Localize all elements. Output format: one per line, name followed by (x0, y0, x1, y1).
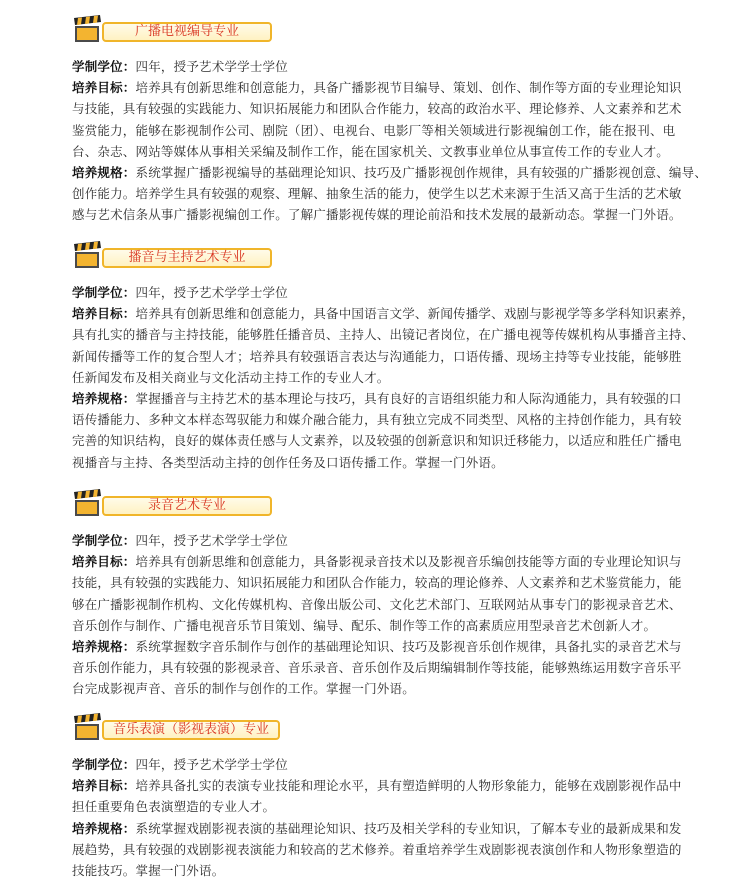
spec-label: 培养规格： (72, 165, 136, 181)
spec-line: 完善的知识结构，良好的媒体责任感与人文素养，以及较强的创新意识和知识迁移能力，以适应和胜任广播电 (72, 433, 682, 449)
goal-line: 鉴赏能力，能够在影视制作公司、剧院（团）、电视台、电影厂等相关领域进行影视编创工作，能在报刊、电 (72, 122, 676, 138)
spec-line (72, 388, 692, 409)
goal-label: 培养目标： (72, 306, 136, 322)
degree-text: 四年，授予艺术学学士学位 (135, 59, 288, 74)
goal-label: 培养目标： (72, 80, 136, 96)
clapperboard-icon (72, 240, 104, 272)
spec-line: 技能技巧。掌握一门外语。 (72, 863, 225, 879)
clapperboard-icon (72, 488, 104, 520)
degree-text: 四年，授予艺术学学士学位 (135, 757, 288, 772)
section-title: 播音与主持艺术专业 (128, 250, 246, 265)
section-title-tab (102, 22, 272, 42)
major-section-2 (72, 240, 695, 473)
degree-text: 四年，授予艺术学学士学位 (135, 285, 288, 300)
goal-line (72, 775, 692, 796)
goal-line: 担任重要角色表演塑造的专业人才。 (72, 799, 276, 815)
degree-line (72, 530, 692, 551)
section-title-tab (102, 720, 280, 740)
goal-line: 技能，具有较强的实践能力、知识拓展能力和团队合作能力，较高的理论修养、人文素养和艺术鉴赏能力，能 (72, 575, 682, 591)
goal-line: 台、杂志、网站等媒体从事相关采编及制作工作，能在国家机关、文教事业单位从事宣传工作的专业人才。 (72, 143, 669, 159)
section-header (72, 712, 692, 748)
section-header (72, 14, 692, 50)
goal-line: 新闻传播等工作的复合型人才；培养具有较强语言表达与沟通能力，口语传播、现场主持等专业技能，能够胜 (72, 348, 682, 364)
spec-line: 视播音与主持、各类型活动主持的创作任务及口语传播工作。掌握一门外语。 (72, 454, 504, 470)
goal-text: 培养具有创新思维和创意能力，具备广播影视节目编导、策划、创作、制作等方面的专业理论知识 (135, 80, 682, 96)
spec-line: 音乐创作能力，具有较强的影视录音、音乐录音、音乐创作及后期编辑制作等技能，能够熟练运用数字音乐平 (72, 660, 682, 676)
spec-line (72, 818, 692, 839)
goal-text: 培养具有创新思维和创意能力，具备影视录音技术以及影视音乐编创技能等方面的专业理论知识与 (135, 554, 682, 570)
spec-label: 培养规格： (72, 820, 136, 836)
section-title-tab (102, 248, 272, 268)
goal-line: 够在广播影视制作机构、文化传媒机构、音像出版公司、文化艺术部门、互联网站从事专门的影视录音艺术、 (72, 596, 682, 612)
goal-line: 具有扎实的播音与主持技能，能够胜任播音员、主持人、出镜记者岗位，在广播电视等传媒机构从事播音主持、 (72, 327, 695, 343)
spec-text: 系统掌握广播影视编导的基础理论知识、技巧及广播影视创作规律，具有较强的广播影视创意、编导、 (135, 165, 708, 181)
degree-label: 学制学位： (72, 533, 136, 548)
section-title: 录音艺术专业 (147, 498, 226, 513)
spec-line: 展趋势，具有较强的戏剧影视表演能力和较高的艺术修养。着重培养学生戏剧影视表演创作和人物形象塑造的 (72, 841, 682, 857)
spec-text: 系统掌握数字音乐制作与创作的基础理论知识、技巧及影视音乐创作规律，具备扎实的录音艺术与 (135, 639, 682, 655)
goal-line (72, 77, 692, 98)
section-title-tab (102, 496, 272, 516)
degree-label: 学制学位： (72, 59, 136, 74)
degree-label: 学制学位： (72, 757, 136, 772)
goal-text: 培养具备扎实的表演专业技能和理论水平，具有塑造鲜明的人物形象能力，能够在戏剧影视作品中 (135, 778, 682, 794)
spec-line (72, 636, 692, 657)
degree-line (72, 282, 692, 303)
section-title: 广播电视编导专业 (134, 24, 239, 39)
spec-label: 培养规格： (72, 639, 136, 655)
spec-line: 语传播能力、多种文本样态驾驭能力和媒介融合能力，具有独立完成不同类型、风格的主持创作能力，具有较 (72, 412, 682, 428)
goal-label: 培养目标： (72, 554, 136, 570)
major-section-1 (72, 14, 708, 226)
degree-line (72, 754, 692, 775)
goal-text: 培养具有创新思维和创意能力，具备中国语言文学、新闻传播学、戏剧与影视学等多学科知识素养， (135, 306, 695, 322)
goal-line: 与技能，具有较强的实践能力、知识拓展能力和团队合作能力，较高的政治水平、理论修养、人文素养和艺术 (72, 101, 682, 117)
goal-label: 培养目标： (72, 778, 136, 794)
section-title: 音乐表演（影视表演）专业 (112, 722, 269, 737)
spec-line: 台完成影视声音、音乐的制作与创作的工作。掌握一门外语。 (72, 681, 415, 697)
spec-text: 系统掌握戏剧影视表演的基础理论知识、技巧及相关学科的专业知识，了解本专业的最新成果和发 (135, 820, 682, 836)
section-header (72, 240, 692, 276)
spec-label: 培养规格： (72, 391, 136, 407)
spec-text: 掌握播音与主持艺术的基本理论与技巧，具有良好的言语组织能力和人际沟通能力，具有较强的口 (135, 391, 682, 407)
clapperboard-icon (72, 14, 104, 46)
major-section-3 (72, 488, 692, 700)
spec-line: 创作能力。培养学生具有较强的观察、理解、抽象生活的能力，使学生以艺术来源于生活又高于生活的艺术敏 (72, 186, 682, 202)
degree-text: 四年，授予艺术学学士学位 (135, 533, 288, 548)
goal-line: 任新闻发布及相关商业与文化活动主持工作的专业人才。 (72, 369, 390, 385)
section-header (72, 488, 692, 524)
degree-line (72, 56, 692, 77)
goal-line (72, 551, 692, 572)
goal-line (72, 303, 695, 324)
goal-line: 音乐创作与制作、广播电视音乐节目策划、编导、配乐、制作等工作的高素质应用型录音艺术创新人才。 (72, 617, 657, 633)
degree-label: 学制学位： (72, 285, 136, 300)
major-section-4 (72, 712, 692, 881)
spec-line (72, 162, 708, 183)
clapperboard-icon (72, 712, 104, 744)
spec-line: 感与艺术信条从事广播影视编创工作。了解广播影视传媒的理论前沿和技术发展的最新动态。掌握一门外语。 (72, 207, 682, 223)
